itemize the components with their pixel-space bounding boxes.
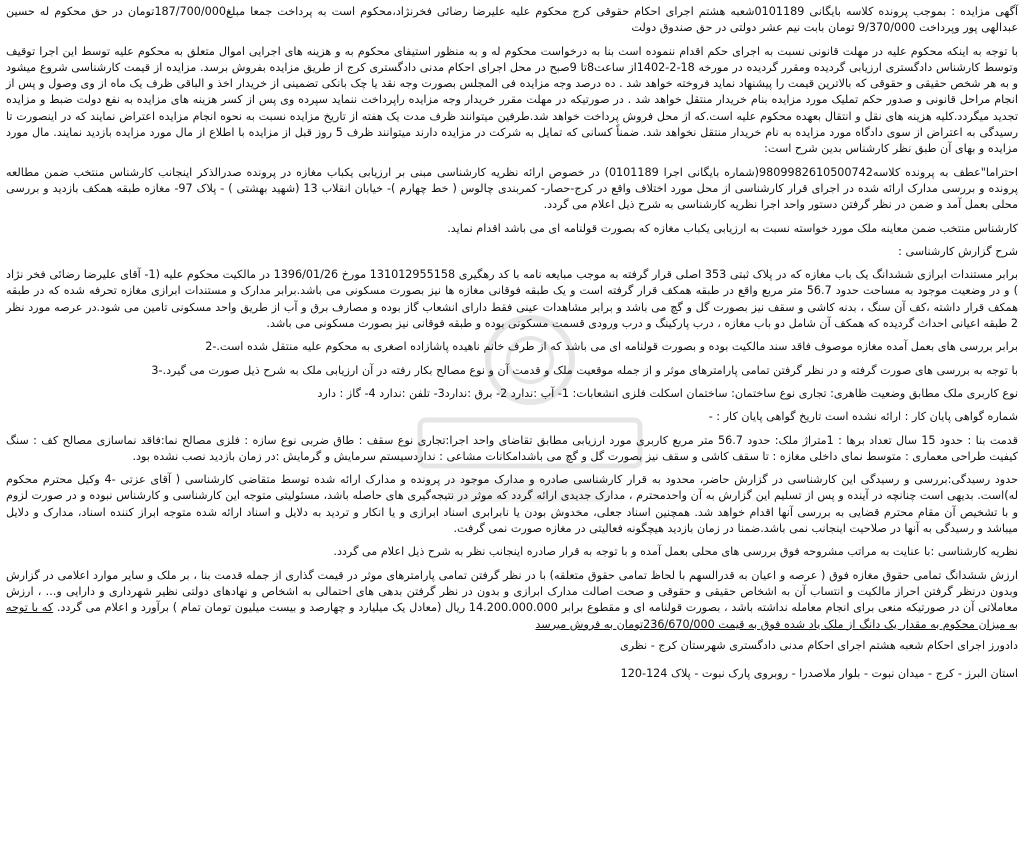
auction-terms-paragraph: با توجه به اینکه محکوم علیه در مهلت قانونی نسبت به اجرای حکم اقدام ننموده است بنا به درخواست محکوم له و به منظور استیفای محکوم به و هزینه های اجرایی اموال متعلق به محکوم علیه توسط این اجرا توقیف وتوسط کارشناس دادگستری ارزیابی گردیده ومقرر گردیده در مورخه 18-2-1402از ساعت8تا 9صبح در محل اجرای احکام مدنی دادگستری کرج از طریق مزایده بفروش برسد. مزایده از قیمت کارشناسی شروع میشود و به هر شخص حقیقی و حقوقی که بالاترین قیمت را پیشنهاد نماید فروخته خواهد شد . ده درصد وجه مزایده فی المجلس بصورت وجه نقد یا چک بانکی تضمینی از خریدار اخذ و الباقی ظرف یک ماه از وی وصول و پس از انجام مراحل قانونی و صدور حکم تملیک مورد مزایده بنام خریدار منتقل خواهد شد . در صورتیکه در مهلت مقرر خریدار وجه مزایده راپرداخت ننماید سپرده وی پس از کسر هزینه های مزایده به نفع دولت ضبط و مزایده تجدید میگردد.کلیه هزینه های نقل و انتقال بعهده محکوم علیه است.که از محل فروش پرداخت خواهد شد.طرفین میتوانند ظرف مدت یک هفته از تاریخ مزایده نسبت به نحوه انجام مزایده اعتراض نمایند که در اینصورت تا رسیدگی به اعتراض از سوی دادگاه مورد مزایده به نام خریدار منتقل نخواهد شد. ضمناً کسانی که تمایل به شرکت در مزایده دارند میتوانند ظرف 5 روز قبل از مزایده با اطلاع از مال مورد مزایده بازدید نمایند. مال مورد مزایده و بهای آن طبق نظر کارشناس بدین شرح است: [6, 44, 1018, 156]
notice-header: آگهی مزایده : بموجب پرونده کلاسه بایگانی 0101189شعبه هشتم اجرای احکام حقوقی کرج محکوم علیه علیرضا رضائی فخرنژاد،محکوم است به پرداخت جمعا مبلغ187/700/000تومان در حق محکوم له حسین عبدالهی پور وپرداخت 9/370/000 تومان بابت نیم عشر دولتی در حق صندوق دولت [6, 5, 1018, 35]
property-specs: قدمت بنا : حدود 15 سال تعداد برها : 1متراژ ملک: حدود 56.7 متر مربع کاربری مورد ارزیابی مطابق تقاضای واحد اجرا:تجاری نوع سقف : طاق ضربی نوع سازه : فلزی مصالح نما:فاقد نماسازی مصالح کف : سنگ کیفیت طراحی معماری : متوسط نمای داخلی مغازه : تا سقف کاشی و سقف نیز بصورت گل و گچ می باشدامکانات مشاعی : نداردسیستم سرمایش و گرمایش :در زمان بازدید نصب نشده بود. [6, 433, 1019, 463]
valuation-underlined-text: که با توجه به میزان محکوم به مقدار یک دانگ از ملک یاد شده فوق به قیمت 236/670/000تومان به فروش میرسد [6, 601, 1018, 631]
report-item-2: برابر بررسی های بعمل آمده مغازه موصوف فاقد سند مالکیت بوده و بصورت قولنامه ای می باشد که از طرف خانم ناهیده پاشازاده اصغری به محکوم علیه منتقل شده است.-2 [205, 340, 1018, 354]
signature-line: دادورز اجرای احکام شعبه هشتم اجرای احکام مدنی دادگستری شهرستان کرج - نظری [619, 638, 1018, 652]
address-line: استان البرز - کرج - میدان نبوت - بلوار ملاصدرا - روبروی پارک نبوت - پلاک 124-120 [620, 666, 1018, 680]
opinion-intro: نظریه کارشناسی :با عنایت به مراتب مشروحه فوق بررسی های محلی بعمل آمده و با توجه به قرار صادره اینجانب نظر به شرح ذیل اعلام می گردد. [333, 545, 1018, 559]
report-item-3: با توجه به بررسی های صورت گرفته و در نظر گرفتن تمامی پارامترهای موثر و از جمله موقعیت ملک و قدمت آن و نوع مصالح بکار رفته در آن ارزیابی ملک به شرح ذیل صورت می گیرد.-3 [151, 363, 1018, 377]
auction-notice-document [6, 4, 1018, 693]
valuation-main-text: ارزش ششدانگ تمامی حقوق مغازه فوق ( عرصه و اعیان به قدرالسهم با لحاظ تمامی حقوق متعلقه) با در نظر گرفتن تمامی پارامترهای موثر در قیمت گذاری از جمله قدمت بنا ، بر ملک و سایر موارد اعلامی در گزارش وبدون درنظر گرفتن احراز مالکیت و انتساب آن به اشخاص حقیقی و حقوقی و صحت اصالت مدارک ابرازی و بدون در نظر گرفتن بدهی های احتمالی به اشخاص و نهادهای دولتی نظیر شهرداری و دارایی و... ، ارزش معاملاتی آن در صورتیکه منعی برای انجام معامله نداشته باشد ، بصورت قولنامه ای و مقطوع برابر 14.200.000.000 ریال (معادل یک میلیارد و چهارصد و بیست میلیون تومان تمام ) برآورد و اعلام می گردد. [6, 568, 1018, 615]
report-title: شرح گزارش کارشناسی : [898, 244, 1018, 258]
expert-introduction-paragraph: احتراما"عطف به پرونده کلاسه9809982610500742(شماره بایگانی اجرا 0101189) در خصوص ارائه نظریه کارشناسی مبنی بر ارزیابی یکباب مغازه در پرونده صدرالذکر اینجانب کارشناس منتخب ضمن مطالعه پرونده و بررسی مدارک ارائه شده در اجرای قرار کارشناسی از محل مورد اختلاف واقع در کرج-حصار- کمربندی چالوس ( خط چهارم )- خیابان انقلاب 13 (شهید بهشتی ) - پلاک 97- مغازه طبقه همکف بازدید و بررسی محلی بعمل آمد و ضمن در نظر گرفتن دستور واحد اجرا نظریه کارشناسی به شرح ذیل اعلام می گردد. [6, 165, 1018, 212]
notice-footer [6, 637, 1018, 683]
report-item-1: برابر مستندات ابرازی ششدانگ یک باب مغازه که در پلاک ثبتی 353 اصلی قرار گرفته به موجب مبایعه نامه با کد رهگیری 131012955158 مورخ 1396/01/26 در مالکیت محکوم علیه (1- آقای علیرضا رضائی فخر نژاد ) و در وضعیت موجود به مساحت حدود 56.7 متر مربع واقع در طبقه همکف قرار گرفته است و یک طبقه فوقانی مغازه ها نیز بصورت مسکونی می باشد.برابر مدارک و مستندات ابرازی مغازه تحرفه شده که در طبقه همکف قرار داشته ،کف آن سنگ ، بدنه کاشی و سقف نیز بصورت گل و گچ می باشد و برابر مشاهدات عینی فقط دارای انشعاب گاز بوده و مصارف برق و آب از طریق واحد مسکونی تامین می شود.در عرصه مورد نظر 2 طبقه اعیانی احداث گردیده که همکف آن شامل دو باب مغازه ، درب پارکینگ و درب ورودی قسمت مسکونی بوده و طبقه فوقانی نیز بصورت مسکونی می باشد. [6, 268, 1018, 331]
usage-line: نوع کاربری ملک مطابق وضعیت ظاهری: تجاری نوع ساختمان: ساختمان اسکلت فلزی انشعابات: 1- آب :ندارد 2- برق :ندارد3- تلفن :ندارد 4- گاز : دارد [317, 386, 1018, 400]
report-item-4: حدود رسیدگی:بررسی و رسیدگی این کارشناسی در گزارش حاضر، محدود به قرار کارشناسی صادره و مدارک موجود در پرونده و مدارک ارائه شده توسط متقاضی کارشناسی ( آقای عزتی -4 وکیل محترم محکوم له)است. بدیهی است چنانچه در آینده و پس از تسلیم این گزارش به آن واحدمحترم ، مدارک جدیدی ارائه گردد که موثر در نتیجه‌گیری های حاصله باشد، مسئولیتی متوجه این کارشناسی و کارشناس نبوده و در صورت لزوم و با تشخیص آن مقام محترم قضایی به بررسی آنها اقدام خواهد شد. همچنین اسناد جعلی، مخدوش بودن یا نابرابری اسناد ابرازی و یا انکار و تردید به دلایل و اسناد ارائه شده متوجه ابراز کننده اسناد، مدارک و دلایل میباشد و رسیدگی به آنها در صلاحیت اینجانب نمی باشد.ضمنا در زمان بازدید هیچگونه فعالیتی در مغازه صورت نمی گرفت. [6, 473, 1018, 536]
certificate-line: شماره گواهی پایان کار : ارائه نشده است تاریخ گواهی پایان کار : - [708, 410, 1018, 424]
valuation-paragraph [6, 568, 1018, 633]
expert-task-paragraph: کارشناس منتخب ضمن معاینه ملک مورد خواسته نسبت به ارزیابی یکباب مغازه که بصورت قولنامه ای می باشد اقدام نماید. [447, 221, 1018, 235]
